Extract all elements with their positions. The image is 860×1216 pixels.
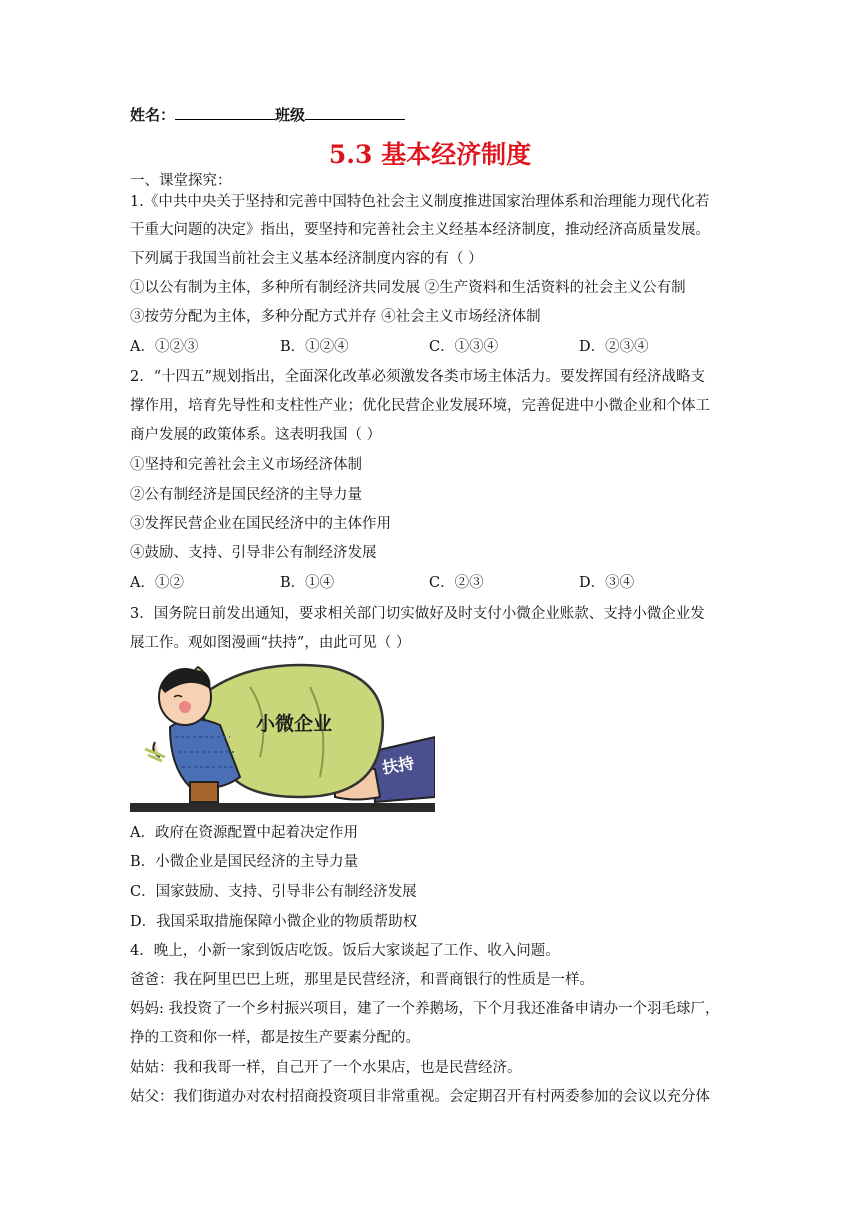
q4-line: 姑父：我们街道办对农村招商投资项目非常重视。会定期召开有村两委参加的会议以充分体 [130, 1089, 710, 1105]
name-class-header [130, 104, 405, 125]
q1-items-row: ③按劳分配为主体，多种分配方式并存 ④社会主义市场经济体制 [130, 309, 541, 325]
q1-stem-line: 干重大问题的决定》指出，要坚持和完善社会主义经基本经济制度，推动经济高质量发展。 [130, 222, 710, 238]
q3-option-b[interactable]: B．小微企业是国民经济的主导力量 [130, 854, 359, 870]
class-label: 班级 [275, 106, 306, 124]
q1-stem-line: 下列属于我国当前社会主义基本经济制度内容的有（ ） [130, 251, 483, 267]
q1-option-a[interactable]: A．①②③ [130, 339, 199, 355]
q3-option-c[interactable]: C．国家鼓励、支持、引导非公有制经济发展 [130, 884, 417, 900]
q2-item: ①坚持和完善社会主义市场经济体制 [130, 457, 362, 473]
q2-option-a[interactable]: A．①② [130, 575, 184, 591]
q2-option-c[interactable]: C．②③ [429, 575, 484, 591]
q3-stem-line: 展工作。观如图漫画“扶持”，由此可见（ ） [130, 635, 411, 651]
q1-options [130, 335, 730, 355]
q2-stem-line: 2．“十四五”规划指出，全面深化改革必须激发各类市场主体活力。要发挥国有经济战略支 [130, 369, 706, 385]
q1-option-b[interactable]: B．①②④ [280, 339, 349, 355]
q2-options [130, 571, 730, 591]
support-cartoon [130, 657, 435, 812]
name-blank[interactable] [175, 105, 275, 120]
q2-option-b[interactable]: B．①④ [280, 575, 335, 591]
q4-line: 挣的工资和你一样，都是按生产要素分配的。 [130, 1030, 420, 1046]
name-label: 姓名： [130, 106, 176, 124]
q4-line: 爸爸：我在阿里巴巴上班，那里是民营经济，和晋商银行的性质是一样。 [130, 972, 594, 988]
q2-item: ④鼓励、支持、引导非公有制经济发展 [130, 545, 377, 561]
q1-stem-line: 1.《中共中央关于坚持和完善中国特色社会主义制度推进国家治理体系和治理能力现代化若 [130, 194, 710, 210]
q4-line: 4．晚上，小新一家到饭店吃饭。饭后大家谈起了工作、收入问题。 [130, 943, 560, 959]
q2-item: ③发挥民营企业在国民经济中的主体作用 [130, 516, 391, 532]
q4-line: 妈妈: 我投资了一个乡村振兴项目，建了一个养鹅场，下个月我还准备申请办一个羽毛球厂， [130, 1001, 720, 1017]
q3-option-a[interactable]: A．政府在资源配置中起着决定作用 [130, 825, 358, 841]
q2-item: ②公有制经济是国民经济的主导力量 [130, 487, 362, 503]
q3-stem-line: 3．国务院日前发出通知，要求相关部门切实做好及时支付小微企业账款、支持小微企业发 [130, 606, 705, 622]
q2-stem-line: 撑作用，培育先导性和支柱性产业；优化民营企业发展环境，完善促进中小微企业和个体工 [130, 398, 710, 414]
page-title: 5.3 基本经济制度 [328, 140, 532, 169]
class-blank[interactable] [305, 105, 405, 120]
q2-option-d[interactable]: D．③④ [579, 575, 635, 591]
q4-line: 姑姑：我和我哥一样，自己开了一个水果店，也是民营经济。 [130, 1060, 522, 1076]
q1-items-row: ①以公有制为主体，多种所有制经济共同发展 ②生产资料和生活资料的社会主义公有制 [130, 280, 686, 296]
section-heading: 一、课堂探究： [130, 173, 232, 189]
q3-option-d[interactable]: D．我国采取措施保障小微企业的物质帮助权 [130, 914, 418, 930]
q2-stem-line: 商户发展的政策体系。这表明我国（ ） [130, 427, 382, 443]
bag-label: 小微企业 [256, 713, 333, 735]
hand-label: 扶持 [380, 753, 416, 778]
q1-option-c[interactable]: C．①③④ [429, 339, 499, 355]
q1-option-d[interactable]: D．②③④ [579, 339, 649, 355]
